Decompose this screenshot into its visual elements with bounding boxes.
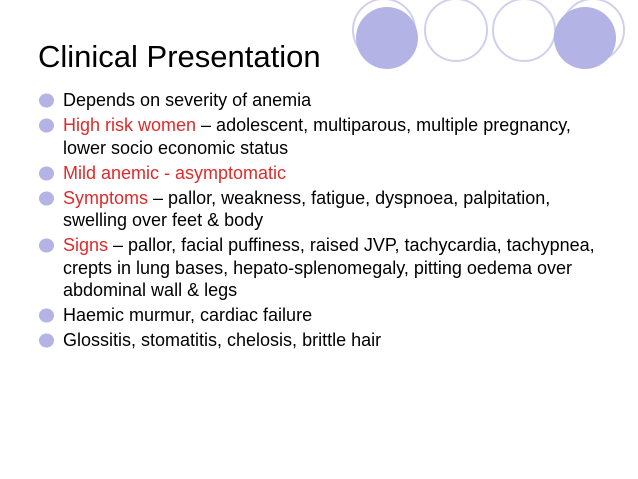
bullet-item [38, 89, 598, 112]
bullet-text: Haemic murmur, cardiac failure [63, 305, 313, 325]
circle-decoration [353, 0, 415, 61]
circle-bullet-icon [38, 93, 55, 108]
slide-title: Clinical Presentation [38, 39, 321, 74]
bullet-text: – pallor, weakness, fatigue, dyspnoea, palpitation, swelling over feet & body [63, 187, 551, 230]
bullet-item [38, 329, 598, 352]
bullet-list [38, 89, 598, 354]
bullet-lead: Signs [63, 235, 109, 255]
bullet-lead: High risk women [63, 115, 197, 135]
circle-decoration [493, 0, 555, 61]
bullet-lead: Symptoms [63, 187, 154, 208]
circle-decoration [562, 0, 624, 61]
bullet-item [38, 234, 598, 302]
circle-bullet-icon [38, 118, 55, 133]
circle-decoration [425, 0, 487, 61]
bullet-text: – pallor, facial puffiness, raised JVP, tachycardia, tachypnea, crepts in lung bases, hepato-splenomegaly, pitting oedema over abdominal wall & legs [63, 235, 595, 300]
bullet-item [38, 187, 598, 232]
circle-decoration [356, 7, 418, 69]
bullet-text: – adolescent, multiparous, multiple pregnancy, lower socio economic status [63, 115, 571, 158]
circle-decoration [554, 7, 616, 69]
bullet-text: Depends on severity of anemia [63, 90, 312, 110]
bullet-item [38, 162, 598, 185]
circle-bullet-icon [38, 191, 55, 206]
circle-bullet-icon [38, 308, 55, 323]
bullet-lead: Mild anemic - asymptomatic [63, 162, 287, 183]
bullet-item [38, 114, 598, 159]
bullet-item [38, 304, 598, 327]
circle-bullet-icon [38, 238, 55, 253]
circle-bullet-icon [38, 166, 55, 181]
circle-bullet-icon [38, 333, 55, 348]
bullet-text: Glossitis, stomatitis, chelosis, brittle hair [63, 330, 382, 350]
